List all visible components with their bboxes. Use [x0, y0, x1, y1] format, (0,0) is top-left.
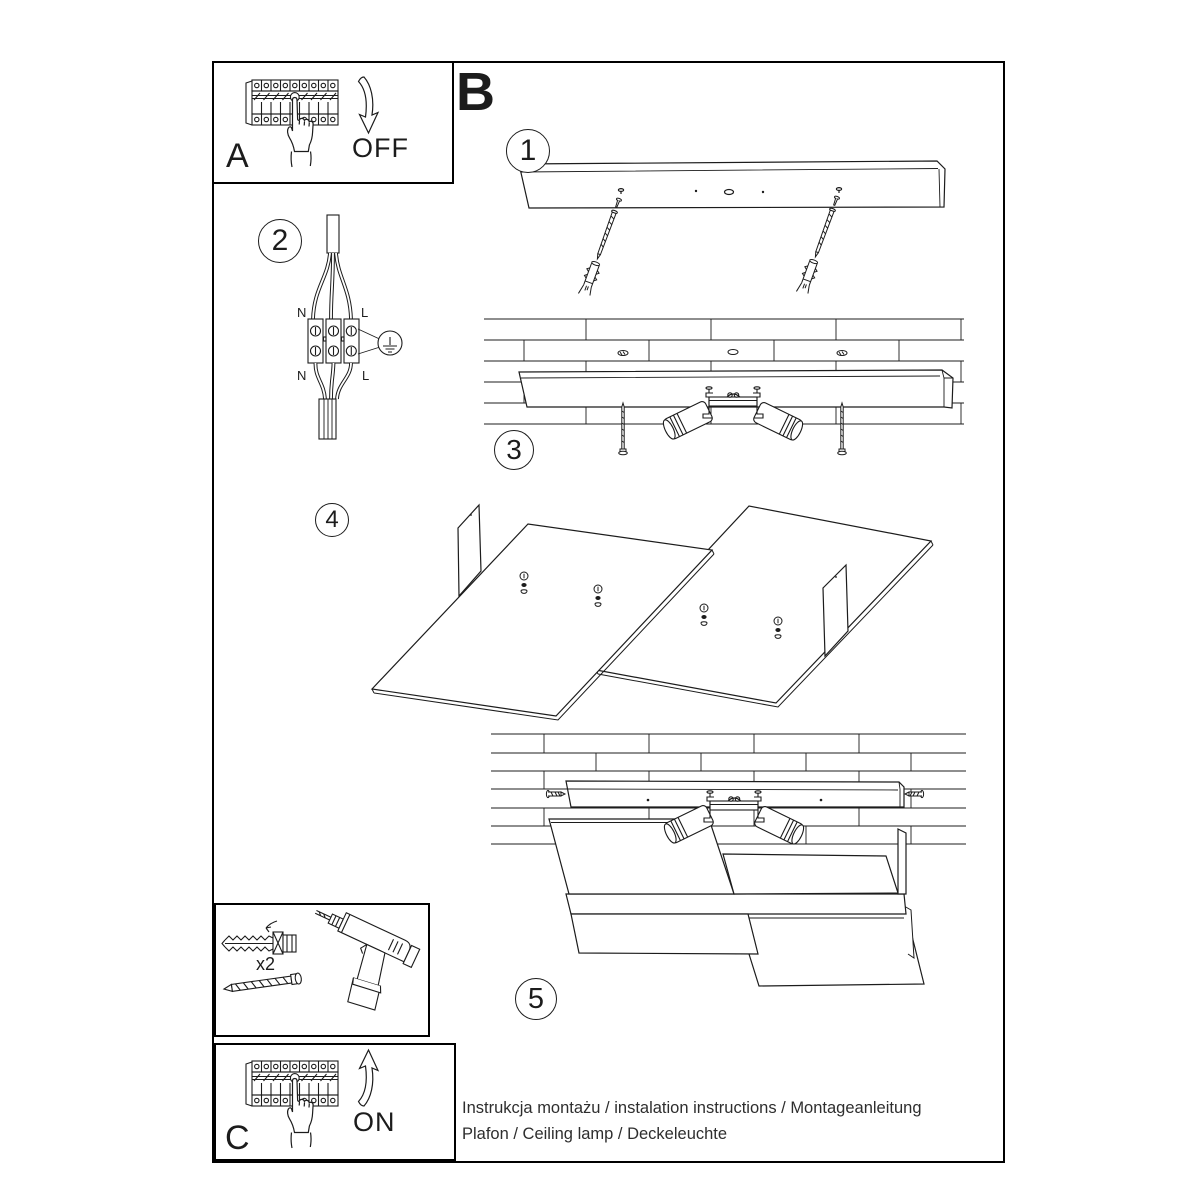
wall-plug-screw-icon [796, 194, 844, 295]
footer-line-2: Plafon / Ceiling lamp / Deckeleuchte [462, 1125, 728, 1143]
side-screw-icon [905, 790, 924, 797]
step-2-number: 2 [271, 224, 289, 257]
wire-l-top-label: L [361, 305, 369, 320]
instruction-drawings [214, 63, 1003, 1161]
footer-line-1: Instrukcja montażu / instalation instructions / Montageanleitung [462, 1099, 922, 1117]
side-screw-icon [546, 790, 565, 797]
off-label: OFF [352, 133, 409, 163]
wire-n-bottom-label: N [297, 368, 307, 383]
wall-plug-screw-icon [578, 196, 626, 297]
anchor-count-label: x2 [256, 954, 276, 974]
arrow-up-icon [359, 1050, 379, 1106]
panel-c-label: C [225, 1119, 250, 1157]
section-b-label: B [456, 62, 495, 122]
step-1-number: 1 [519, 134, 537, 167]
wire-n-top-label: N [297, 305, 307, 320]
wall-anchor-marks [618, 350, 847, 356]
screw-icon [223, 973, 302, 995]
arrow-down-icon [359, 77, 379, 133]
step-3-badge [494, 430, 534, 470]
step-1-badge [506, 129, 550, 173]
step5-drawing [491, 734, 966, 986]
ground-symbol-icon [358, 329, 402, 355]
mounting-screw-icon [838, 403, 847, 455]
step-5-number: 5 [527, 982, 545, 1015]
tools-drawing [222, 901, 421, 1020]
step1-drawing [519, 161, 945, 298]
step-4-number: 4 [325, 506, 339, 533]
step4-drawing [372, 505, 933, 720]
sheet-border [212, 61, 1005, 1163]
step3-drawing [484, 319, 964, 455]
step-2-badge [258, 219, 302, 263]
on-label: ON [353, 1107, 396, 1137]
panel-bracket-tab [898, 829, 906, 894]
step-4-badge [315, 503, 349, 537]
insert-arrow-icon [266, 921, 277, 932]
wall-plug-icon [222, 921, 296, 954]
panel-a-label: A [226, 137, 249, 175]
footer-caption [462, 1095, 922, 1147]
step-5-badge [515, 978, 557, 1020]
step-3-number: 3 [506, 434, 522, 465]
drill-icon [287, 901, 421, 1020]
mounting-screw-icon [619, 403, 628, 455]
step2-wiring-drawing [308, 215, 402, 439]
wire-l-bottom-label: L [362, 368, 370, 383]
